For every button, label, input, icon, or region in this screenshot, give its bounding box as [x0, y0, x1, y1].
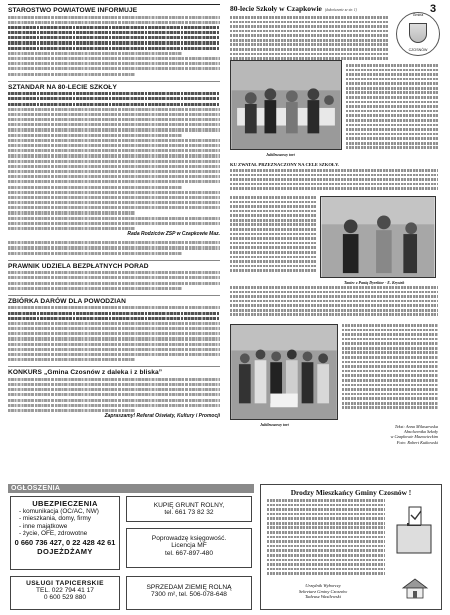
- signature-line-3: Tadeusz Wasilewski: [304, 594, 342, 600]
- photo-celebration: [230, 60, 342, 150]
- ad-plot-line2: 7300 m², tel. 506-078-648: [151, 591, 227, 599]
- ad-bookkeeping-line3: tel. 667-897-480: [164, 549, 214, 557]
- shield-icon: [409, 23, 427, 43]
- gmina-emblem: [396, 12, 440, 60]
- residents-notice-signature: [273, 583, 373, 600]
- left-column: [8, 4, 220, 480]
- page-number: 3: [430, 3, 437, 15]
- section-signature-sztandar: Rada Rodziców ZSP w Czapkowie Maz.: [127, 231, 220, 238]
- credit-line-3: w Czapkowie Mazowieckim: [390, 434, 438, 440]
- ad-upholstery: [10, 576, 120, 610]
- section-heading-starostwo: STAROSTWO POWIATOWE INFORMUJE: [8, 4, 220, 14]
- section-body-starostwo: [8, 16, 220, 76]
- article-body-2: [346, 64, 438, 151]
- ad-insurance-phones: 0 660 736 427, 0 22 428 42 61: [14, 538, 116, 548]
- section-heading-sztandar: SZTANDAR NA 80-LECIE SZKOŁY: [8, 81, 220, 91]
- residents-notice: [260, 484, 442, 610]
- photo-group-image: [231, 325, 337, 419]
- section-body-zbiorka: [8, 306, 220, 361]
- section-signature-konkurs: Zapraszamy! Referat Oświaty, Kultury i Promocji: [104, 413, 220, 420]
- ballot-box-icon: [391, 501, 437, 557]
- ad-land: [126, 496, 252, 522]
- ad-bookkeeping-line2: Licencja MF: [171, 542, 207, 550]
- article-body-4: [230, 196, 316, 274]
- photo-group: [230, 324, 338, 420]
- article: [226, 4, 442, 476]
- residents-notice-title: Drodzy Mieszkańcy Gminy Czosnów !: [290, 488, 412, 497]
- photo-dance-image: [321, 197, 435, 277]
- caption-photo1: Jubileuszowy tort: [266, 152, 295, 157]
- ad-insurance-tagline: DOJEŻDŻAMY: [37, 547, 93, 557]
- photo-celebration-image: [231, 61, 341, 149]
- article-body-5: [230, 286, 438, 318]
- photo-dance: [320, 196, 436, 278]
- article-body-3: [230, 160, 438, 192]
- signature-line-2: Sekretarz Gminy Czosnów: [298, 588, 348, 594]
- ad-land-line1: KUPIĘ GRUNT ROLNY,: [153, 502, 225, 509]
- ad-insurance-title: UBEZPIECZENIA: [32, 499, 98, 508]
- ad-plot-line1: SPRZEDAM ZIEMIĘ ROLNĄ: [146, 584, 232, 591]
- ad-insurance-list: [11, 508, 119, 537]
- ad-bookkeeping: [126, 528, 252, 568]
- credit-line-1: Tekst: Anna Milaszewska: [394, 424, 438, 429]
- ad-bookkeeping-line1: Poprowadzę księgowość.: [151, 535, 227, 542]
- credit-line-2: Absolwentka Szkoły: [403, 429, 438, 435]
- article-body-1: [230, 16, 388, 62]
- caption-photo3: Jubileuszowy tort: [260, 422, 289, 427]
- ad-insurance-item: - mieszkania, domy, firmy: [19, 515, 91, 523]
- section-body-prawnik: [8, 271, 220, 290]
- ad-insurance: [10, 496, 120, 570]
- article-credit: [342, 424, 438, 445]
- article-body-6: [342, 324, 438, 411]
- ad-land-line2: tel. 661 73 82 32: [164, 509, 214, 517]
- ad-plot: [126, 576, 252, 610]
- ad-upholstery-line1: TEL. 022 794 41 17: [36, 587, 94, 594]
- signature-line-1: Urzędnik Wyborczy: [305, 583, 341, 588]
- section-heading-zbiorka: ZBIÓRKA DARÓW DLA POWODZIAN: [8, 295, 220, 305]
- residents-notice-body: [267, 499, 385, 577]
- ad-insurance-item: - inne majątkowe: [19, 522, 68, 530]
- house-icon: [401, 577, 429, 599]
- article-subheading: KU ZWATAŁ PRZEZNACZONY NA CELE SZKOŁY.: [230, 162, 339, 167]
- section-heading-prawnik: PRAWNIK UDZIELA BEZPŁATNYCH PORAD: [8, 260, 220, 270]
- ad-upholstery-title: USŁUGI TAPICERSKIE: [26, 580, 104, 587]
- section-heading-konkurs: KONKURS „Gmina Czosnów z daleka i z bliska”: [8, 366, 220, 376]
- article-subtitle: (dokończenie ze str. 1): [324, 8, 357, 12]
- emblem-bottom-text: CZOSNÓW: [408, 48, 428, 52]
- section-body-konkurs: [8, 378, 220, 419]
- ad-insurance-item: - życie, OFE, zdrowotne: [19, 529, 88, 537]
- caption-photo2: Taniec z Panią Dyrektor - E. Krystek: [344, 280, 405, 285]
- ad-upholstery-line2: 0 600 529 880: [43, 594, 87, 602]
- emblem-top-text: Gmina: [412, 13, 424, 17]
- article-title: 80-lecie Szkoły w Czapkowie: [230, 4, 322, 13]
- section-body-sztandar: [8, 92, 220, 255]
- ad-insurance-item: - komunikacja (OC/AC, NW): [19, 508, 99, 515]
- credit-line-4: Foto: Robert Kutkowski: [396, 439, 438, 445]
- ads-header: OGŁOSZENIA: [8, 484, 254, 493]
